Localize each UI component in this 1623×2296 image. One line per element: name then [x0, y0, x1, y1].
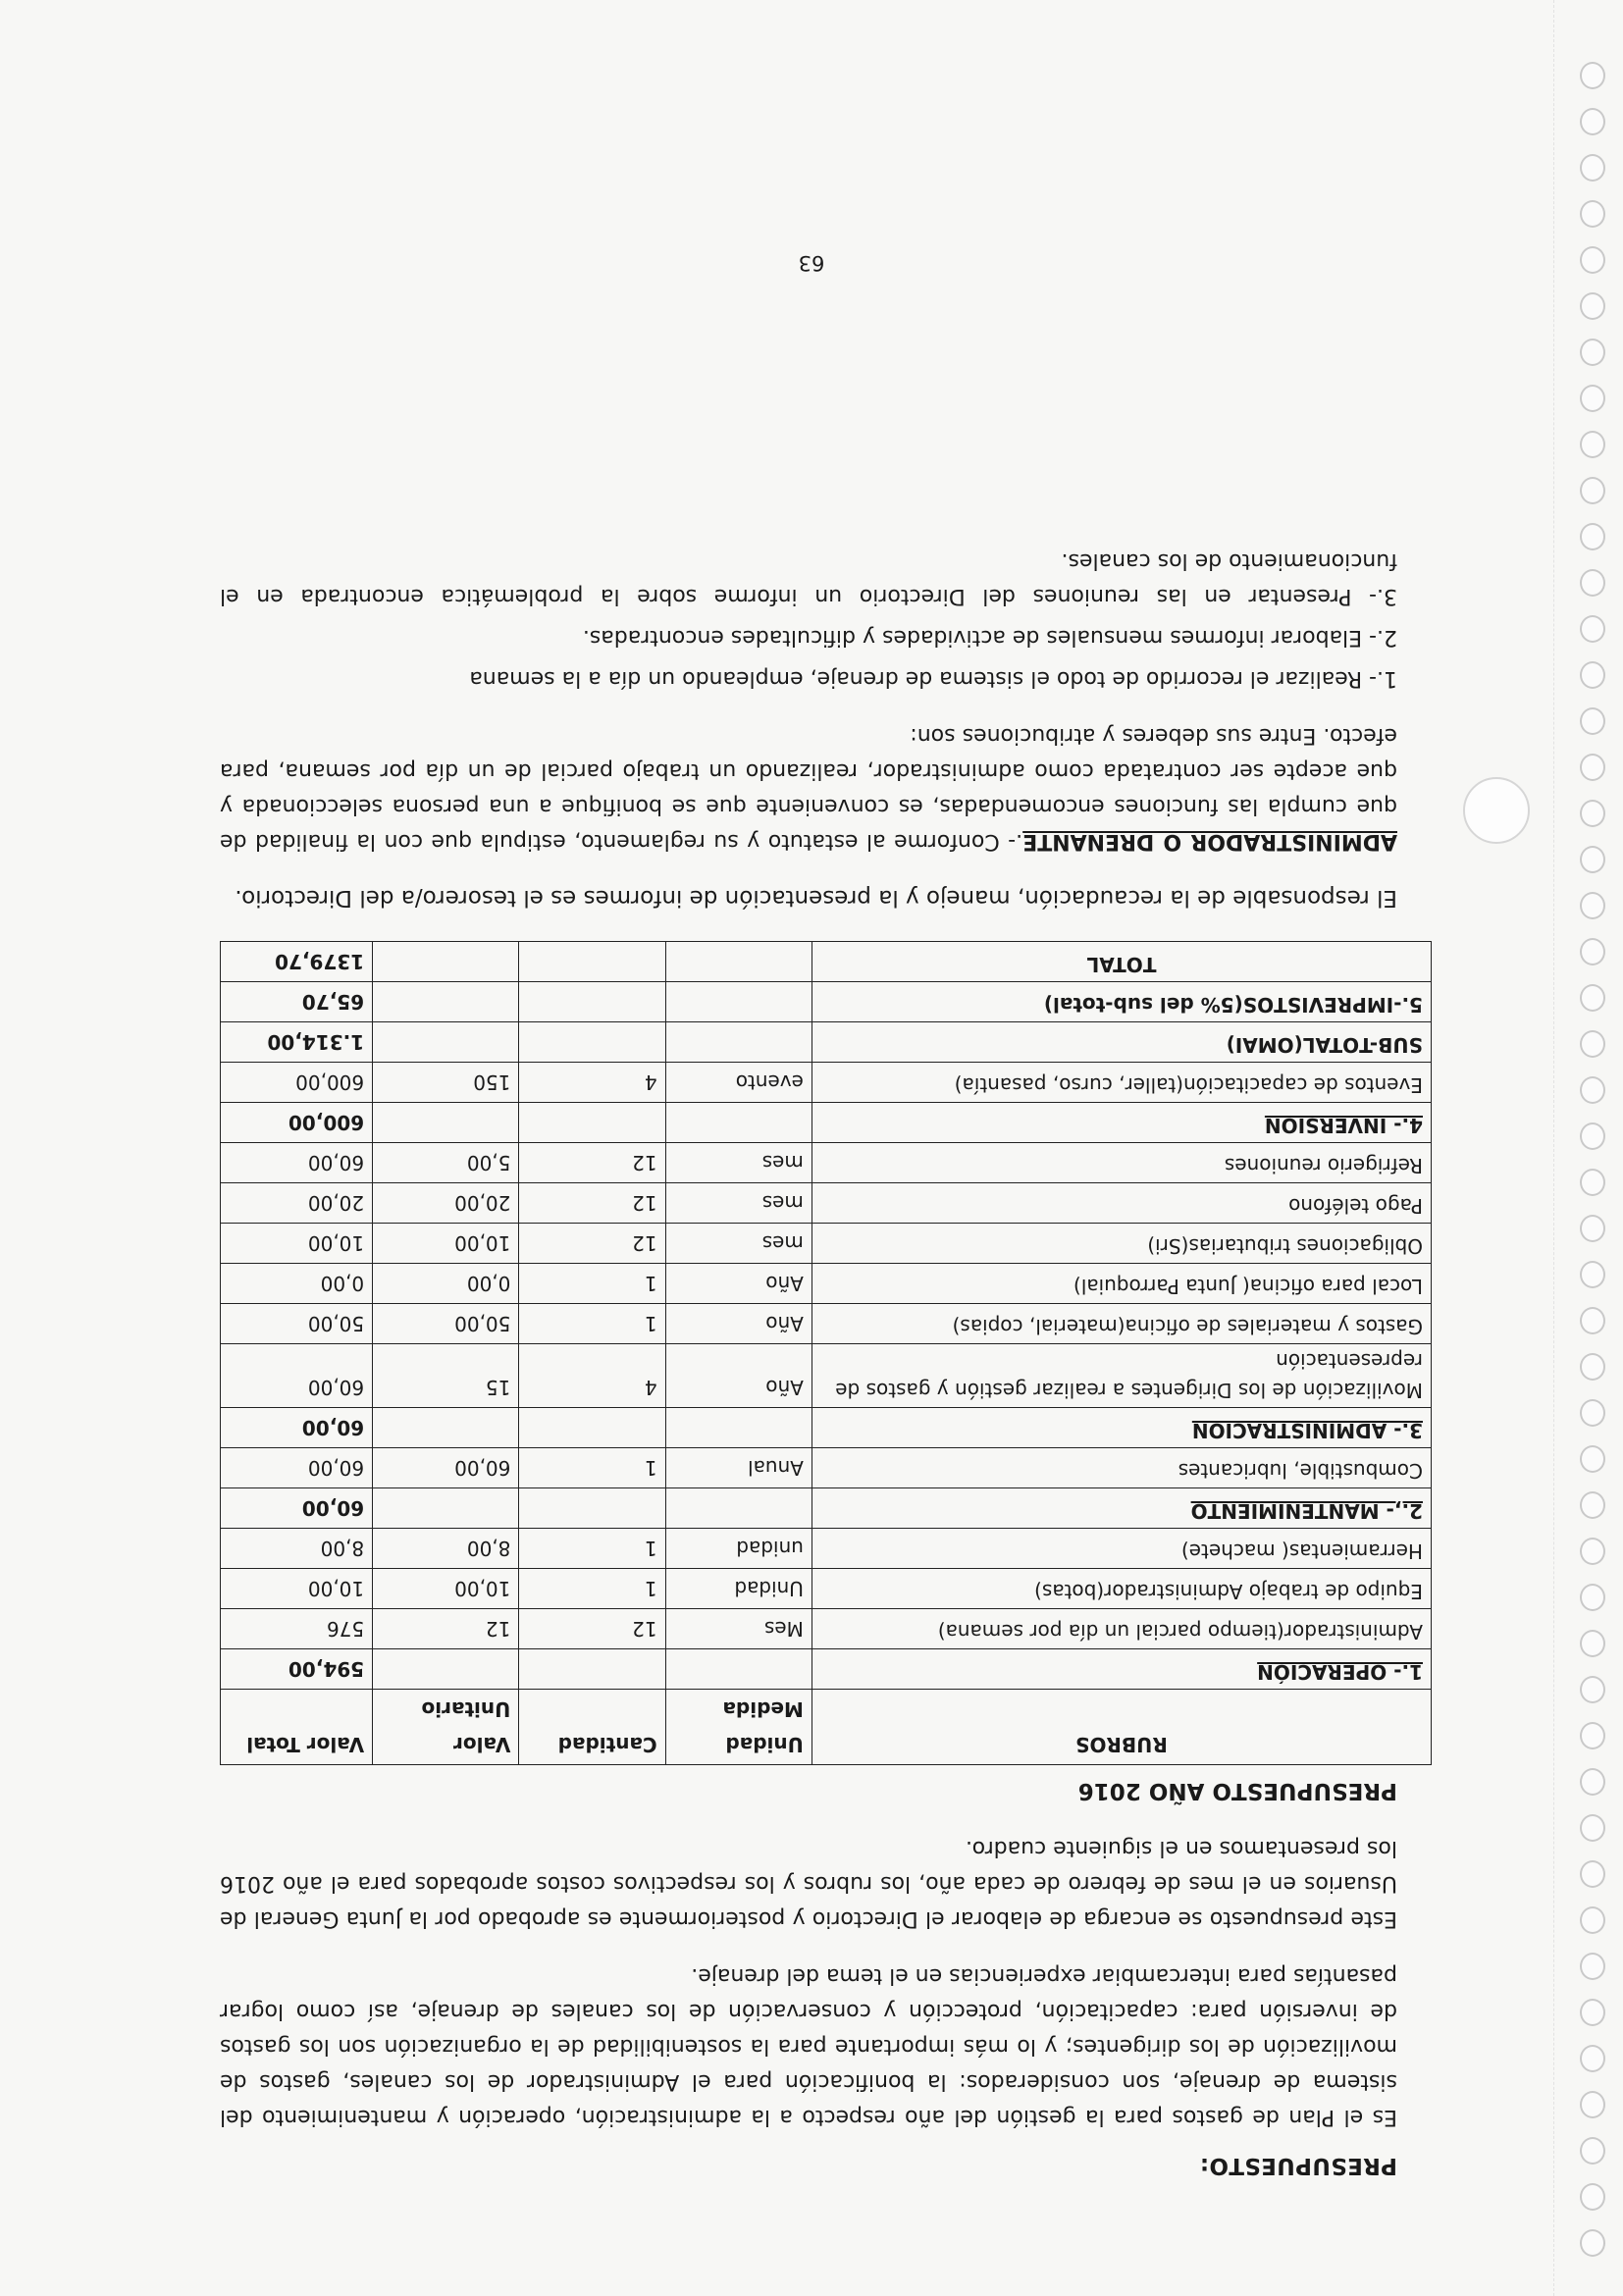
cell-valor-unitario: 15 — [373, 1344, 519, 1408]
binder-hole — [1580, 1076, 1605, 1104]
cell-valor-total: 8,00 — [221, 1529, 373, 1569]
binder-hole — [1580, 938, 1605, 965]
binder-hole — [1580, 2045, 1605, 2072]
cell-cantidad — [519, 942, 665, 982]
binder-hole — [1580, 292, 1605, 320]
cell-cantidad: 12 — [519, 1609, 665, 1649]
binder-hole — [1580, 2091, 1605, 2118]
cell-cantidad — [519, 982, 665, 1022]
cell-rubro: 2.,- MANTENIMIENTO — [812, 1488, 1431, 1529]
cell-cantidad: 12 — [519, 1224, 665, 1264]
header-rubros: RUBROS — [812, 1690, 1431, 1765]
header-valor-unitario: Valor Unitario — [373, 1690, 519, 1765]
cell-valor-total: 10,00 — [221, 1224, 373, 1264]
cell-valor-total: 60,00 — [221, 1448, 373, 1488]
binder-hole — [1580, 1722, 1605, 1749]
duties-list — [220, 543, 1397, 696]
administrador-text: .- Conforme al estatuto y su reglamento, estipula que con la finalidad de que cumpla las funciones encomendadas, es conveniente que se bonifique a una persona seleccionada y que acepte ser contratada como administrador, realizando un trabajo parcial de un día por semana, para efecto. Entre sus deberes y atribuciones son: — [220, 723, 1397, 854]
cell-rubro: Movilización de los Dirigentes a realizar gestión y gastos de representación — [812, 1344, 1431, 1408]
cell-valor-total: 1.314,00 — [221, 1022, 373, 1063]
cell-valor-unitario — [373, 982, 519, 1022]
cell-valor-unitario: 5,00 — [373, 1143, 519, 1183]
cell-valor-total: 10,00 — [221, 1569, 373, 1609]
cell-valor-total: 1379,70 — [221, 942, 373, 982]
cell-unidad — [665, 1022, 812, 1063]
cell-rubro: 4.- INVERSION — [812, 1103, 1431, 1143]
cell-valor-unitario — [373, 1488, 519, 1529]
binder-hole — [1580, 1445, 1605, 1473]
binder-hole — [1580, 1676, 1605, 1703]
presupuesto-heading: PRESUPUESTO: — [1199, 2153, 1397, 2178]
table-row — [221, 1103, 1432, 1143]
binder-hole — [1580, 431, 1605, 458]
cell-valor-total: 65,70 — [221, 982, 373, 1022]
table-row — [221, 1022, 1432, 1063]
cell-rubro: Gastos y materiales de oficina(material, copias) — [812, 1304, 1431, 1344]
binder-hole — [1580, 1768, 1605, 1796]
table-row — [221, 942, 1432, 982]
cell-rubro: Herramientas( machete) — [812, 1529, 1431, 1569]
table-row — [221, 1063, 1432, 1103]
cell-unidad — [665, 942, 812, 982]
cell-cantidad: 1 — [519, 1569, 665, 1609]
binder-hole — [1580, 892, 1605, 919]
cell-cantidad — [519, 1103, 665, 1143]
list-item: 1.- Realizar el recorrido de todo el sistema de drenaje, empleando un día a la semana — [469, 666, 1397, 691]
cell-valor-unitario: 0,00 — [373, 1264, 519, 1304]
binder-hole — [1580, 1215, 1605, 1242]
cell-cantidad — [519, 1408, 665, 1448]
cell-cantidad: 12 — [519, 1183, 665, 1224]
presupuesto-paragraph-2: Este presupuesto se encarga de elaborar el Directorio y posteriormente es aprobado por la Junta General de Usuarios en el mes de febrero de cada año, los rubros y los respectivos costos aprobados para el año 2016 los presentamos en el siguiente cuadro. — [220, 1836, 1397, 1931]
binder-hole — [1580, 1953, 1605, 1980]
cell-valor-unitario — [373, 1649, 519, 1690]
table-row — [221, 1304, 1432, 1344]
cell-unidad: mes — [665, 1143, 812, 1183]
cell-valor-unitario: 150 — [373, 1063, 519, 1103]
cell-unidad: Año — [665, 1304, 812, 1344]
cell-rubro: TOTAL — [812, 942, 1431, 982]
cell-rubro: Equipo de trabajo Administrador(botas) — [812, 1569, 1431, 1609]
cell-valor-total: 60,00 — [221, 1408, 373, 1448]
cell-valor-total: 60,00 — [221, 1143, 373, 1183]
cell-rubro: Refrigerio reuniones — [812, 1143, 1431, 1183]
cell-valor-unitario: 60,00 — [373, 1448, 519, 1488]
binder-hole — [1580, 339, 1605, 366]
cell-rubro: Administrador(tiempo parcial un día por semana) — [812, 1609, 1431, 1649]
list-item: 2.- Elaborar informes mensuales de actividades y dificultades encontradas. — [582, 625, 1397, 650]
binder-hole — [1580, 2183, 1605, 2211]
cell-valor-unitario: 8,00 — [373, 1529, 519, 1569]
binder-hole — [1580, 1491, 1605, 1519]
cell-cantidad: 4 — [519, 1063, 665, 1103]
cell-valor-total: 576 — [221, 1609, 373, 1649]
binder-hole — [1580, 1814, 1605, 1842]
table-row — [221, 1569, 1432, 1609]
binder-hole — [1580, 1353, 1605, 1381]
cell-cantidad — [519, 1488, 665, 1529]
cell-unidad: mes — [665, 1183, 812, 1224]
budget-table-title: PRESUPUESTO AÑO 2016 — [1077, 1778, 1397, 1803]
cell-valor-total: 50,00 — [221, 1304, 373, 1344]
cell-valor-unitario: 12 — [373, 1609, 519, 1649]
cell-unidad: Mes — [665, 1609, 812, 1649]
header-valor-total: Valor Total — [221, 1690, 373, 1765]
cell-rubro: Pago teléfono — [812, 1183, 1431, 1224]
table-row — [221, 1264, 1432, 1304]
cell-cantidad — [519, 1649, 665, 1690]
binder-hole — [1580, 477, 1605, 504]
binder-hole — [1580, 661, 1605, 689]
administrador-paragraph — [220, 717, 1397, 859]
binder-hole — [1580, 1399, 1605, 1427]
binder-hole — [1580, 108, 1605, 135]
cell-valor-unitario: 50,00 — [373, 1304, 519, 1344]
binder-hole — [1580, 1860, 1605, 1888]
binder-hole — [1580, 615, 1605, 643]
cell-valor-unitario — [373, 1022, 519, 1063]
binder-hole — [1580, 2137, 1605, 2165]
cell-valor-unitario — [373, 942, 519, 982]
binder-hole — [1580, 523, 1605, 550]
cell-valor-total: 20,00 — [221, 1183, 373, 1224]
cell-unidad — [665, 1488, 812, 1529]
table-row — [221, 1224, 1432, 1264]
cell-valor-total: 594,00 — [221, 1649, 373, 1690]
table-row — [221, 982, 1432, 1022]
cell-rubro: 3.- ADMINISTRACION — [812, 1408, 1431, 1448]
binder-hole — [1580, 385, 1605, 412]
cell-rubro: Local para oficina( Junta Parroquial) — [812, 1264, 1431, 1304]
cell-valor-total: 0,00 — [221, 1264, 373, 1304]
cell-valor-unitario: 10,00 — [373, 1569, 519, 1609]
binder-hole — [1580, 1261, 1605, 1288]
table-row — [221, 1609, 1432, 1649]
cell-unidad: mes — [665, 1224, 812, 1264]
budget-table-body — [221, 942, 1432, 1690]
cell-valor-unitario — [373, 1408, 519, 1448]
presupuesto-paragraph-1: Es el Plan de gastos para la gestión del año respecto a la administración, operación y mantenimiento del sistema de drenaje, son considerados: la bonificación para el Administrador de los canales, gastos de movilización de los dirigentes; y lo más importante para la sostenibilidad de la organización son los gastos de inversión para: capacitación, protección y conservación de los canales de drenaje, así como lograr pasantías para intercambiar experiencias en el tema del drenaje. — [220, 1963, 1397, 2129]
cell-rubro: 1.- OPERACIÓN — [812, 1649, 1431, 1690]
cell-unidad — [665, 982, 812, 1022]
budget-table-header — [221, 1690, 1432, 1765]
cell-rubro: Combustible, lubricantes — [812, 1448, 1431, 1488]
cell-valor-unitario: 10,00 — [373, 1224, 519, 1264]
cell-cantidad: 4 — [519, 1344, 665, 1408]
table-row — [221, 1143, 1432, 1183]
binder-hole — [1580, 754, 1605, 781]
cell-unidad: Año — [665, 1344, 812, 1408]
binder-holes — [1566, 39, 1605, 2257]
binder-hole — [1580, 1584, 1605, 1611]
binder-hole — [1580, 1122, 1605, 1150]
table-row — [221, 1448, 1432, 1488]
binder-ring — [1463, 777, 1530, 844]
binder-hole — [1580, 846, 1605, 873]
cell-cantidad: 1 — [519, 1448, 665, 1488]
cell-unidad: evento — [665, 1063, 812, 1103]
binder-hole — [1580, 62, 1605, 89]
cell-unidad: unidad — [665, 1529, 812, 1569]
cell-cantidad: 1 — [519, 1304, 665, 1344]
cell-cantidad: 1 — [519, 1264, 665, 1304]
binder-hole — [1580, 1999, 1605, 2026]
binder-hole — [1580, 1307, 1605, 1334]
cell-unidad — [665, 1103, 812, 1143]
cell-cantidad: 12 — [519, 1143, 665, 1183]
page-number: 63 — [798, 251, 825, 275]
budget-table — [220, 941, 1432, 1765]
binder-hole — [1580, 2229, 1605, 2257]
cell-rubro: Obligaciones tributarias(Sri) — [812, 1224, 1431, 1264]
cell-cantidad: 1 — [519, 1529, 665, 1569]
table-row — [221, 1649, 1432, 1690]
cell-unidad — [665, 1649, 812, 1690]
binder-hole — [1580, 1630, 1605, 1657]
cell-valor-total: 600,00 — [221, 1103, 373, 1143]
header-unidad: Unidad Medida — [665, 1690, 812, 1765]
cell-rubro: Eventos de capacitación(taller, curso, pasantía) — [812, 1063, 1431, 1103]
margin-line — [1553, 0, 1554, 2296]
cell-unidad: Anual — [665, 1448, 812, 1488]
cell-valor-total: 600,00 — [221, 1063, 373, 1103]
binder-hole — [1580, 569, 1605, 597]
page-content — [220, 537, 1423, 2183]
cell-unidad — [665, 1408, 812, 1448]
table-row — [221, 1344, 1432, 1408]
cell-rubro: SUB-TOTAL(OMAI) — [812, 1022, 1431, 1063]
binder-hole — [1580, 1030, 1605, 1058]
binder-hole — [1580, 984, 1605, 1012]
cell-valor-unitario — [373, 1103, 519, 1143]
recaudacion-text: El responsable de la recaudación, manejo y la presentación de informes es el tesorero/a del Directorio. — [235, 885, 1397, 911]
cell-unidad: Año — [665, 1264, 812, 1304]
administrador-heading: ADMINISTRADOR O DRENANTE — [1022, 829, 1397, 854]
cell-cantidad — [519, 1022, 665, 1063]
table-row — [221, 1488, 1432, 1529]
cell-unidad: Unidad — [665, 1569, 812, 1609]
binder-hole — [1580, 1906, 1605, 1934]
binder-hole — [1580, 154, 1605, 182]
cell-valor-total: 60,00 — [221, 1344, 373, 1408]
binder-hole — [1580, 800, 1605, 827]
binder-hole — [1580, 200, 1605, 228]
table-row — [221, 1183, 1432, 1224]
cell-rubro: 5.-IMPREVISTOS(5% del sub-total) — [812, 982, 1431, 1022]
table-row — [221, 1408, 1432, 1448]
binder-hole — [1580, 1169, 1605, 1196]
header-cantidad: Cantidad — [519, 1690, 665, 1765]
list-item: 3.- Presentar en las reuniones del Directorio un informe sobre la problemática encontrada en el funcionamiento de los canales. — [220, 548, 1397, 608]
binder-hole — [1580, 1538, 1605, 1565]
table-row — [221, 1529, 1432, 1569]
cell-valor-unitario: 20,00 — [373, 1183, 519, 1224]
binder-hole — [1580, 707, 1605, 735]
cell-valor-total: 60,00 — [221, 1488, 373, 1529]
